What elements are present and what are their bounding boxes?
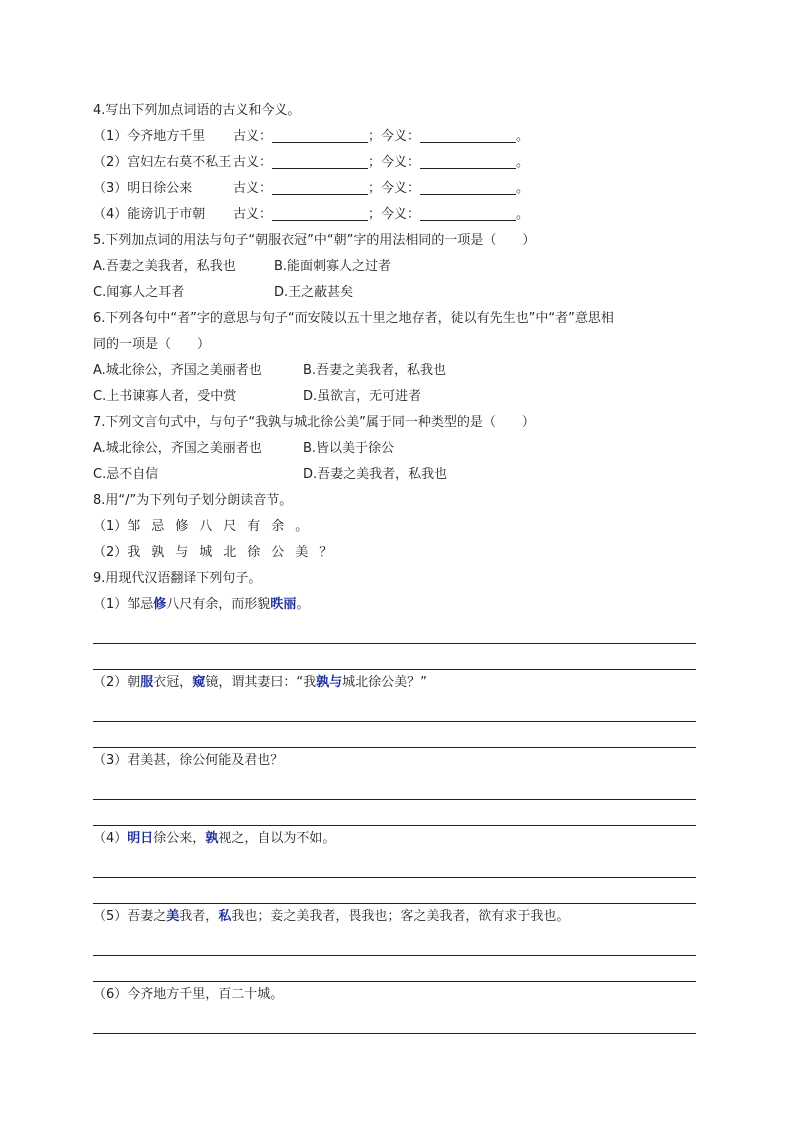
q9-item-6 [93,982,696,1034]
sentence-part: （2）朝 [93,675,141,690]
option-c[interactable]: C.闻寡人之耳者 [93,285,185,300]
q4-item-3 [93,176,696,202]
answer-line[interactable] [93,878,696,904]
option-a[interactable]: A.吾妻之美我者，私我也 [93,259,236,274]
option-b[interactable]: B.吾妻之美我者，私我也 [303,363,447,378]
old-meaning-label: 古义： [233,181,273,196]
option-c[interactable]: C.上书谏寡人者，受中赏 [93,389,237,404]
q4-item-2 [93,150,696,176]
q8-sentence-2 [93,540,696,566]
sentence-part: 我者， [179,909,219,924]
q4-item-1 [93,124,696,150]
q4-item-phrase: （3）明日徐公来 [93,181,193,196]
q8-sentence-1 [93,514,696,540]
highlighted-word: 服 [140,675,154,690]
old-meaning-blank[interactable] [272,180,368,195]
answer-line[interactable] [93,956,696,982]
translation-sentence [93,904,696,930]
translation-sentence [93,748,696,774]
sentence-part: 衣冠， [153,675,193,690]
translation-sentence [93,592,696,618]
new-meaning-blank[interactable] [420,154,516,169]
highlighted-word: 窥 [192,675,206,690]
option-b[interactable]: B.皆以美于徐公 [303,441,395,456]
highlighted-word: 美 [166,909,180,924]
q9-item-3 [93,748,696,826]
question-8-title: 8.用“/”为下列句子划分朗读音节。 [93,493,293,508]
highlighted-word: 孰 [205,831,219,846]
answer-line[interactable] [93,930,696,956]
option-d[interactable]: D.王之蔽甚矣 [274,285,354,300]
sentence-part: 城北徐公美？” [342,675,427,690]
sentence-text: 我孰与城北徐公美？ [127,545,344,560]
question-4-title: 4.写出下列加点词语的古义和今义。 [93,103,301,118]
translation-sentence [93,826,696,852]
highlighted-word: 修 [153,597,167,612]
new-meaning-label: ；今义： [368,181,421,196]
sentence-number: （2） [93,545,128,560]
old-meaning-blank[interactable] [272,128,368,143]
question-6-title: 6.下列各句中“者”字的意思与句子“而安陵以五十里之地存者，徒以有先生也”中“者”意思相 [93,311,614,326]
sentence-part: （1）邹忌 [93,597,154,612]
q4-item-phrase: （4）能谤讥于市朝 [93,207,206,222]
highlighted-word: 私 [218,909,232,924]
answer-line[interactable] [93,774,696,800]
q9-item-1 [93,592,696,670]
question-5-title: 5.下列加点词的用法与句子“朝服衣冠”中“朝”字的用法相同的一项是（ ） [93,233,536,248]
old-meaning-label: 古义： [233,155,273,170]
highlighted-word: 明日 [127,831,154,846]
q6-options-row-2 [93,384,696,410]
question-9-title: 9.用现代汉语翻译下列句子。 [93,571,262,586]
option-d[interactable]: D.吾妻之美我者，私我也 [303,467,448,482]
sentence-part: 徐公来， [153,831,206,846]
new-meaning-label: ；今义： [368,155,421,170]
highlighted-word: 孰与 [316,675,343,690]
old-meaning-blank[interactable] [272,206,368,221]
old-meaning-label: 古义： [233,207,273,222]
answer-line[interactable] [93,644,696,670]
q5-options-row-1 [93,254,696,280]
q7-options-row-1 [93,436,696,462]
worksheet-page [93,98,696,1034]
option-a[interactable]: A.城北徐公，齐国之美丽者也 [93,363,262,378]
sentence-part: 我也；妾之美我者，畏我也；客之美我者，欲有求于我也。 [231,909,570,924]
answer-line[interactable] [93,1008,696,1034]
period: 。 [516,181,530,196]
q4-item-4 [93,202,696,228]
old-meaning-blank[interactable] [272,154,368,169]
answer-line[interactable] [93,722,696,748]
q5-options-row-2 [93,280,696,306]
period: 。 [516,129,530,144]
sentence-part: 视之，自以为不如。 [218,831,336,846]
q9-item-2 [93,670,696,748]
question-7-title: 7.下列文言句式中，与句子“我孰与城北徐公美”属于同一种类型的是（ ） [93,415,535,430]
sentence-part: （5）吾妻之 [93,909,167,924]
option-a[interactable]: A.城北徐公，齐国之美丽者也 [93,441,262,456]
sentence-part: （3）君美甚，徐公何能及君也？ [93,753,284,768]
question-6-title-cont: 同的一项是（ ） [93,337,211,352]
q7-options-row-2 [93,462,696,488]
option-c[interactable]: C.忌不自信 [93,467,159,482]
answer-line[interactable] [93,800,696,826]
translation-sentence [93,670,696,696]
q4-item-phrase: （2）宫妇左右莫不私王 [93,155,232,170]
q6-options-row-1 [93,358,696,384]
sentence-part: 八尺有余，而形貌 [166,597,271,612]
new-meaning-label: ；今义： [368,129,421,144]
sentence-text: 邹忌修八尺有余。 [127,519,320,534]
old-meaning-label: 古义： [233,129,273,144]
q9-item-5 [93,904,696,982]
period: 。 [516,207,530,222]
answer-line[interactable] [93,696,696,722]
q4-item-phrase: （1）今齐地方千里 [93,129,206,144]
sentence-part: 。 [296,597,310,612]
period: 。 [516,155,530,170]
answer-line[interactable] [93,852,696,878]
translation-sentence [93,982,696,1008]
option-d[interactable]: D.虽欲言，无可进者 [303,389,422,404]
new-meaning-blank[interactable] [420,128,516,143]
sentence-number: （1） [93,519,128,534]
new-meaning-label: ；今义： [368,207,421,222]
option-b[interactable]: B.能面刺寡人之过者 [274,259,392,274]
q9-item-4 [93,826,696,904]
new-meaning-blank[interactable] [420,180,516,195]
highlighted-word: 昳丽 [270,597,297,612]
sentence-part: （6）今齐地方千里，百二十城。 [93,987,284,1002]
sentence-part: （4） [93,831,128,846]
new-meaning-blank[interactable] [420,206,516,221]
answer-line[interactable] [93,618,696,644]
sentence-part: 镜，谓其妻曰：“我 [205,675,317,690]
